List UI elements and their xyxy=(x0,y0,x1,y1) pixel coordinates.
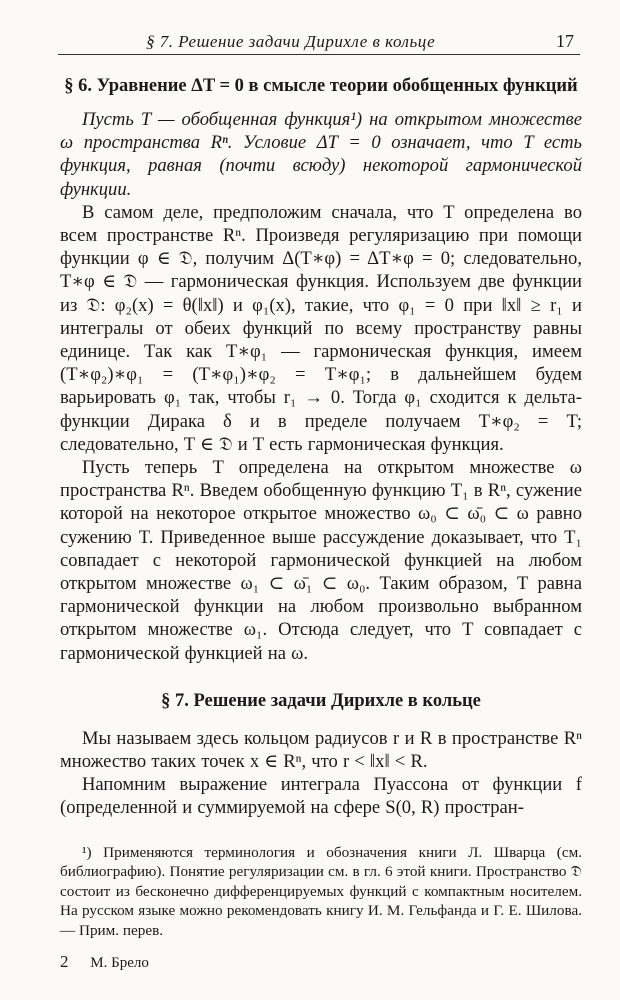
section-7-paragraph-2: Напомним выражение интеграла Пуассона от функции f (определенной и суммируемой на сфере S(0, R) простран- xyxy=(60,774,582,819)
section-6-heading: § 6. Уравнение ΔT = 0 в смысле теории обобщенных функций xyxy=(64,76,578,96)
section-6-paragraph-1: В самом деле, предположим сначала, что T определена во всем пространстве Rⁿ. Произведя регуляризацию при помощи функции φ ∈ 𝔇, получим Δ(T∗φ) = ΔT∗φ = 0; следовательно, T∗φ ∈ 𝔇 — гармоническая функция. Используем две функции из 𝔇: φ₂(x) = θ(‖x‖) и φ₁(x), такие, что φ₁ = 0 при ‖x‖ ≥ r₁ и интегралы от обеих функций по всему пространству равны единице. Так как T∗φ₁ — гармоническая функция, имеем (T∗φ₂)∗φ₁ = (T∗φ₁)∗φ₂ = T∗φ₁; в дальнейшем будем варьировать φ₁ так, чтобы r₁ → 0. Тогда φ₁ сходится к дельта-функции Дирака δ и в пределе получаем T∗φ₂ = T; следовательно, T ∈ 𝔇 и T есть гармоническая функция. xyxy=(60,201,582,455)
section-6-statement: Пусть T — обобщенная функция¹) на открытом множестве ω пространства Rⁿ. Условие ΔT = 0 означает, что T есть функция, равная (почти всюду) некоторой гармонической функции. xyxy=(60,109,582,200)
footnote: ¹) Применяются терминология и обозначения книги Л. Шварца (см. библиографию). Понятие регуляризации см. в гл. 6 этой книги. Пространство 𝔇 состоит из бесконечно дифференцируемых функций с компактным носителем. На русском языке можно рекомендовать книгу И. М. Гельфанда и Г. Е. Шилова. — Прим. перев. xyxy=(60,844,582,939)
printer-signature xyxy=(60,952,149,972)
main-text xyxy=(60,74,582,820)
section-7-paragraph-1: Мы называем здесь кольцом радиусов r и R в пространстве Rⁿ множество таких точек x ∈ Rⁿ, что r < ‖x‖ < R. xyxy=(60,727,582,773)
page-number: 17 xyxy=(556,31,574,51)
running-head xyxy=(58,30,580,55)
section-6-paragraph-2: Пусть теперь T определена на открытом множестве ω пространства Rⁿ. Введем обобщенную функцию T₁ в Rⁿ, сужение которой на некоторое открытое множество ω₀ ⊂ ω̄₀ ⊂ ω равно сужению T. Приведенное выше рассуждение доказывает, что T₁ совпадает с некоторой гармонической функцией на любом открытом множестве ω₁ ⊂ ω̄₁ ⊂ ω₀. Таким образом, T равна гармонической функции на любом произвольно выбранном открытом множестве ω₁. Отсюда следует, что T совпадает с гармонической функцией на ω. xyxy=(60,457,582,664)
sheet-number: 2 xyxy=(60,952,69,971)
author-signature: М. Брело xyxy=(90,955,149,971)
running-head-title: § 7. Решение задачи Дирихле в кольце xyxy=(146,32,436,51)
section-7-heading: § 7. Решение задачи Дирихле в кольце xyxy=(161,690,481,711)
